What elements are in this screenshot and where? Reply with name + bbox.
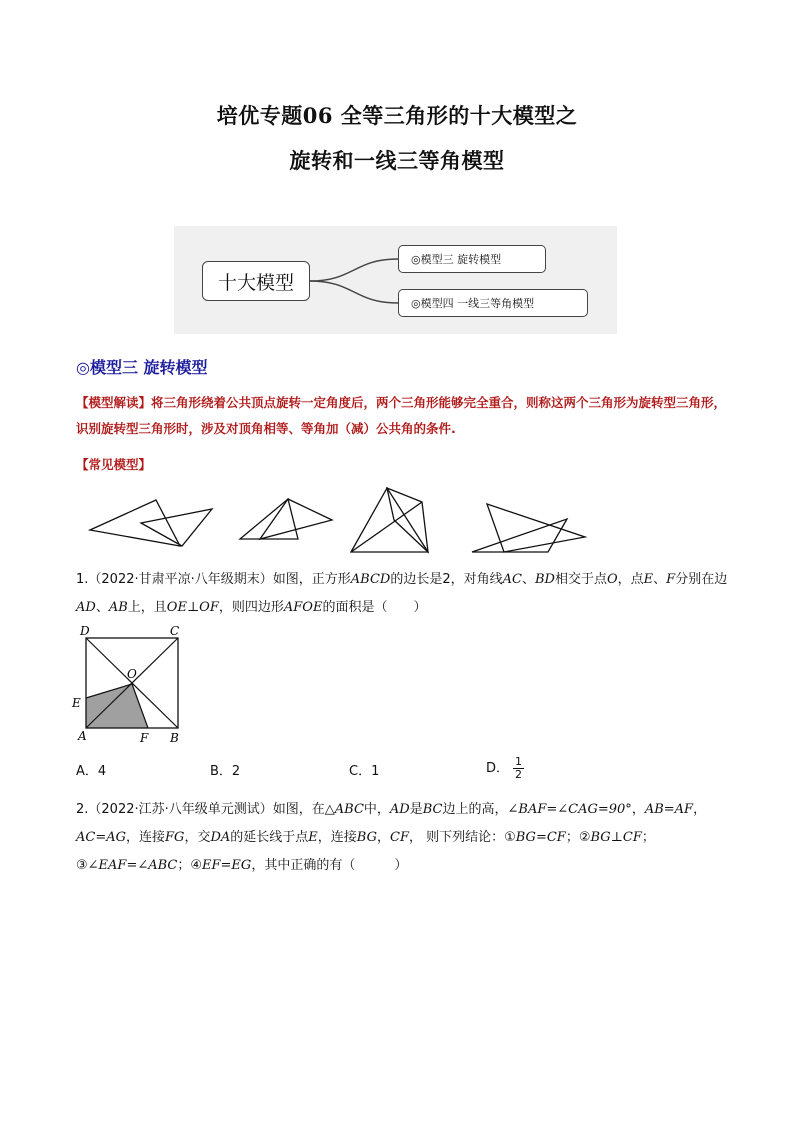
option-a: A．4 bbox=[76, 764, 107, 779]
model-figure-1 bbox=[90, 500, 212, 546]
model-figure-2 bbox=[240, 499, 332, 539]
model-interpretation: 【模型解读】将三角形绕着公共顶点旋转一定角度后，两个三角形能够完全重合，则称这两个三角形为旋转型三角形，识别旋转型三角形时，涉及对顶角相等、等角加（减）公共角的条件. bbox=[76, 395, 727, 436]
option-b: B．2 bbox=[210, 764, 241, 779]
label-a: A bbox=[78, 729, 87, 743]
mindmap-node-rotation: ◎模型三 旋转模型 bbox=[398, 245, 546, 273]
label-o: O bbox=[127, 667, 137, 681]
label-b: B bbox=[170, 731, 179, 745]
fraction-one-half: $\frac{1}{2}$ bbox=[515, 755, 523, 781]
title-line-1: 培优专题06 全等三角形的十大模型之 bbox=[216, 103, 578, 128]
title-line-2: 旋转和一线三等角模型 bbox=[289, 148, 505, 173]
label-f: F bbox=[140, 731, 149, 745]
section-heading: ◎模型三 旋转模型 bbox=[76, 358, 208, 377]
model-figure-3 bbox=[351, 488, 428, 552]
common-model-label: 【常见模型】 bbox=[76, 457, 152, 472]
mindmap-node-one-line: ◎模型四 一线三等角模型 bbox=[398, 289, 588, 317]
option-d: D． $\frac{1}{2}$ bbox=[486, 755, 523, 781]
question-1-text: 1.（2022·甘肃平凉·八年级期末）如图，正方形ABCD的边长是2，对角线AC、BD相交于点O，点E、F分别在边AD、AB上，且OE⊥OF，则四边形AFOE的面积是（ ） bbox=[76, 572, 728, 615]
square-figure bbox=[66, 618, 196, 748]
shaded-quadrilateral-afoe bbox=[86, 684, 148, 728]
mindmap-root: 十大模型 bbox=[202, 261, 310, 301]
model-figure-4 bbox=[472, 504, 585, 552]
question-2-text: 2.（2022·江苏·八年级单元测试）如图，在△ABC中，AD是BC边上的高，∠BAF=∠CAG=90°，AB=AF，AC=AG，连接FG，交DA的延长线于点E，连接BG，CF， 则下列结论：①BG=CF；②BG⊥CF；③∠EAF=∠ABC；④EF=EG，其中正确的有（ ） bbox=[76, 802, 707, 873]
label-c: C bbox=[170, 624, 180, 638]
common-model-figures bbox=[76, 480, 596, 560]
option-c: C．1 bbox=[349, 764, 380, 779]
label-d: D bbox=[80, 624, 90, 638]
mindmap bbox=[174, 226, 617, 334]
label-e: E bbox=[72, 696, 81, 710]
